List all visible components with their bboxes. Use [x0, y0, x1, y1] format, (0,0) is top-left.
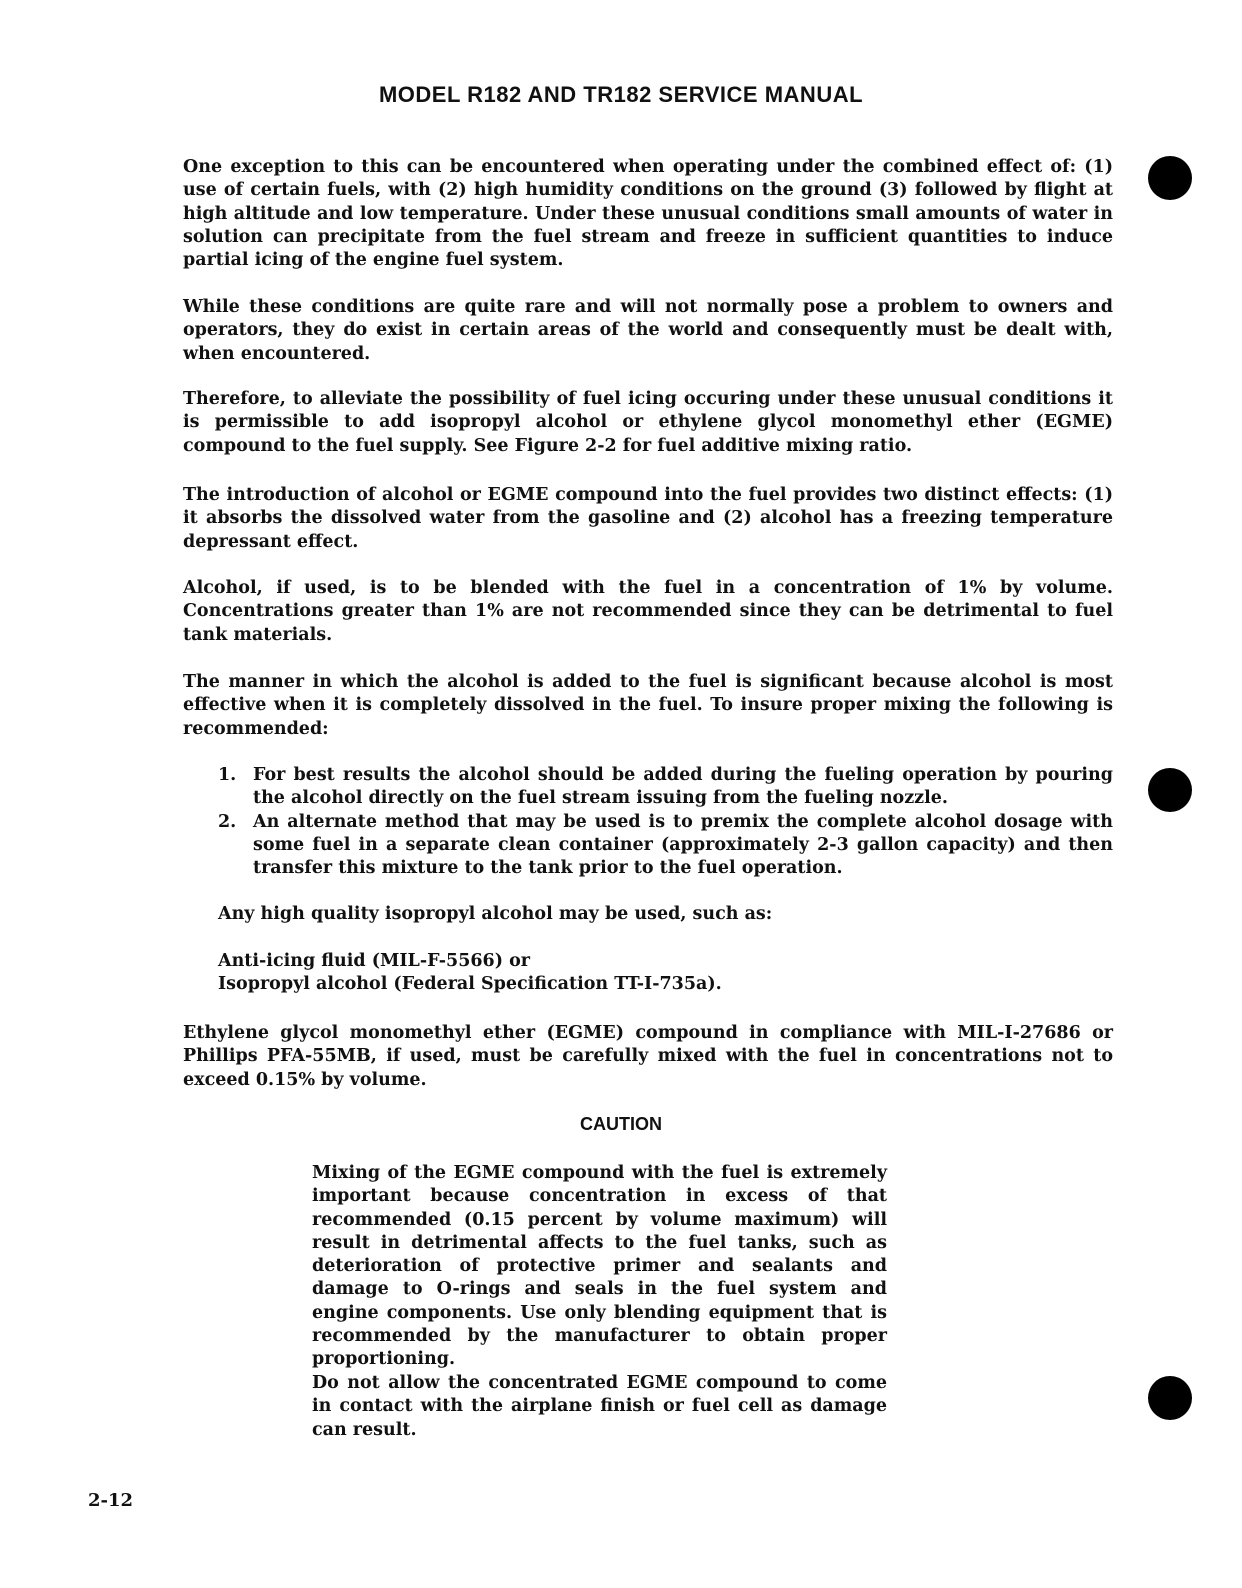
list-item [218, 764, 1113, 811]
list-item [218, 811, 1113, 881]
list-item-number: 2. [218, 811, 237, 832]
paragraph-exception: One exception to this can be encountered when operating under the combined effect of: (1) use of certain fuels, with (2) high humidity conditions on the ground (3) followed by flight at high altitude and low temperature. Under these unusual conditions small amounts of water in solution can precipitate from the fuel stream and freeze in sufficient quantities to induce partial icing of the engine fuel system. [183, 157, 1113, 271]
revision-bullet-icon [1148, 156, 1192, 200]
paragraph-concentration: Alcohol, if used, is to be blended with the fuel in a concentration of 1% by volume. Concentrations greater than 1% are not recommended since they can be detrimental to fuel tank materials. [183, 578, 1113, 645]
paragraph-egme: Ethylene glycol monomethyl ether (EGME) compound in compliance with MIL-I-27686 or Phillips PFA-55MB, if used, must be carefully mixed with the fuel in concentrations not to exceed 0.15% by volume. [183, 1023, 1113, 1090]
list-item-text: For best results the alcohol should be added during the fueling operation by pouring the alcohol directly on the fuel stream issuing from the fueling nozzle. [253, 765, 1113, 809]
page-number: 2-12 [88, 1490, 134, 1511]
paragraph-mixing: The manner in which the alcohol is added to the fuel is significant because alcohol is most effective when it is completely dissolved in the fuel. To insure proper mixing the following is recommended: [183, 672, 1113, 739]
list-item-text: An alternate method that may be used is to premix the complete alcohol dosage with some fuel in a separate clean container (approximately 2-3 gallon capacity) and then transfer this mixture to the tank prior to the fuel operation. [253, 811, 1113, 879]
caution-paragraph-mixing: Mixing of the EGME compound with the fuel is extremely important because concentration in excess of that recommended (0.15 percent by volume maximum) will result in detrimental affects to the fuel tanks, such as deterioration of protective primer and sealants and damage to O-rings and seals in the fuel system and engine components. Use only blending equipment that is recommended by the manufacturer to obtain proper proportioning. [312, 1163, 887, 1370]
caution-heading: CAUTION [580, 1114, 662, 1134]
spec-line-anti-icing: Anti-icing fluid (MIL-F-5566) or [218, 951, 531, 971]
page-title: MODEL R182 AND TR182 SERVICE MANUAL [378, 82, 864, 107]
paragraph-additives: Therefore, to alleviate the possibility of fuel icing occuring under these unusual conditions it is permissible to add isopropyl alcohol or ethylene glycol monomethyl ether (EGME) compound to the fuel supply. See Figure 2-2 for fuel additive mixing ratio. [183, 389, 1113, 456]
paragraph-effects: The introduction of alcohol or EGME compound into the fuel provides two distinct effects: (1) it absorbs the dissolved water from the gasoline and (2) alcohol has a freezing temperature depressant effect. [183, 485, 1113, 552]
mixing-steps-list [218, 764, 1113, 880]
revision-bullet-icon [1148, 1376, 1192, 1420]
paragraph-isopropyl: Any high quality isopropyl alcohol may be used, such as: [218, 904, 773, 924]
paragraph-conditions: While these conditions are quite rare and will not normally pose a problem to owners and operators, they do exist in certain areas of the world and consequently must be dealt with, when encountered. [183, 297, 1113, 364]
spec-line-isopropyl: Isopropyl alcohol (Federal Specification TT-I-735a). [218, 974, 722, 994]
list-item-number: 1. [218, 765, 237, 785]
revision-bullet-icon [1148, 768, 1192, 812]
caution-paragraph-contact: Do not allow the concentrated EGME compound to come in contact with the airplane finish or fuel cell as damage can result. [312, 1373, 887, 1440]
